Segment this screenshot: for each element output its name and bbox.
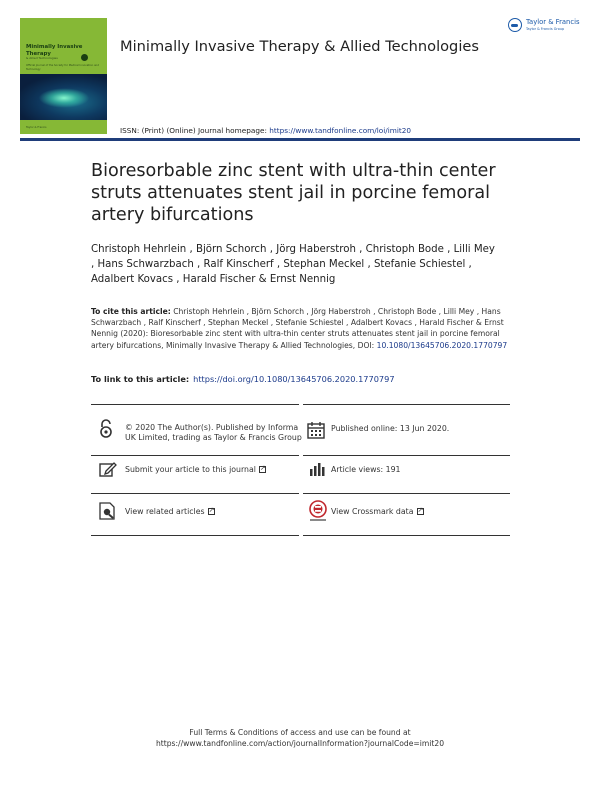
external-link-icon [259, 466, 266, 473]
cover-footer: Taylor & Francis [26, 126, 47, 129]
external-link-icon [208, 508, 215, 515]
related-articles-label: View related articles [125, 507, 205, 516]
article-views: Article views: 191 [331, 465, 401, 474]
info-rule [91, 493, 299, 494]
info-rule [303, 535, 510, 536]
publisher-brand: Taylor & Francis [526, 18, 580, 26]
terms-footer [120, 727, 480, 749]
publisher-logo[interactable] [508, 16, 588, 38]
submit-article-label: Submit your article to this journal [125, 465, 256, 474]
calendar-icon [307, 421, 325, 439]
terms-link[interactable]: https://www.tandfonline.com/action/journalInformation?journalCode=imit20 [155, 739, 445, 749]
citation-block [91, 306, 513, 351]
crossmark-icon [309, 500, 327, 518]
info-rule [91, 455, 299, 456]
article-doi-link[interactable]: https://doi.org/10.1080/13645706.2020.1770797 [193, 374, 395, 384]
citation-label: To cite this article: [91, 307, 171, 316]
header-divider [20, 138, 580, 141]
citation-doi-link[interactable]: 10.1080/13645706.2020.1770797 [376, 340, 508, 350]
article-link-line [91, 374, 395, 384]
related-articles-search-icon [99, 502, 117, 520]
info-rule [303, 493, 510, 494]
cover-artwork [20, 74, 107, 120]
info-rule [91, 535, 299, 536]
cover-title: Minimally Invasive Therapy [26, 44, 83, 57]
article-title: Bioresorbable zinc stent with ultra-thin center struts attenuates stent jail in porcine femoral artery bifurcations [91, 161, 496, 225]
related-articles-link[interactable] [125, 507, 303, 517]
journal-title: Minimally Invasive Therapy & Allied Technologies [120, 38, 479, 55]
open-access-lock-icon [97, 418, 115, 436]
author-list: Christoph Hehrlein , Björn Schorch , Jörg Haberstroh , Christoph Bode , Lilli Mey , Hans Schwarzbach , Ralf Kinscherf , Stephan Meckel , Stefanie Schiestel , Adalbert Kovacs , Harald Fischer & Ernst Nennig [91, 244, 495, 285]
article-link-label: To link to this article: [91, 374, 190, 384]
bar-chart-icon [309, 461, 327, 479]
published-date: Published online: 13 Jun 2020. [331, 424, 450, 433]
journal-cover-image [20, 18, 107, 134]
citation-text: Christoph Hehrlein , Björn Schorch , Jörg Haberstroh , Christoph Bode , Lilli Mey , Hans Schwarzbach , Ralf Kinscherf , Stephan Meckel , Stefanie Schiestel , Adalbert Kovacs , Harald Fischer & Ernst Nennig (2020): Bioresorbable zinc stent with ultra-thin center struts attenuates stent jail in porcine femoral artery bifurcations, Minimally Invasive Therapy & Allied Technologies, DOI: [91, 307, 504, 350]
crossmark-link[interactable] [331, 507, 506, 517]
terms-text: Full Terms & Conditions of access and use can be found at [189, 728, 411, 737]
cover-note: Official Journal of the Society for Medical Innovation and Technology [26, 64, 99, 71]
pencil-edit-icon [99, 460, 117, 478]
taylor-francis-logo-icon [508, 18, 522, 32]
info-rule [303, 455, 510, 456]
cover-subtitle: & Allied Technologies [26, 56, 58, 60]
issn-text: ISSN: (Print) (Online) Journal homepage: [120, 126, 270, 135]
journal-homepage-link[interactable]: https://www.tandfonline.com/loi/imit20 [269, 126, 412, 135]
issn-line [120, 126, 411, 135]
crossmark-label: View Crossmark data [331, 507, 414, 516]
publisher-tag: Taylor & Francis Group [526, 27, 565, 31]
external-link-icon [417, 508, 424, 515]
submit-article-link[interactable] [125, 465, 303, 475]
info-rule [303, 404, 510, 405]
license-text: © 2020 The Author(s). Published by Informa UK Limited, trading as Taylor & Francis Group [125, 423, 302, 443]
info-rule [91, 404, 299, 405]
